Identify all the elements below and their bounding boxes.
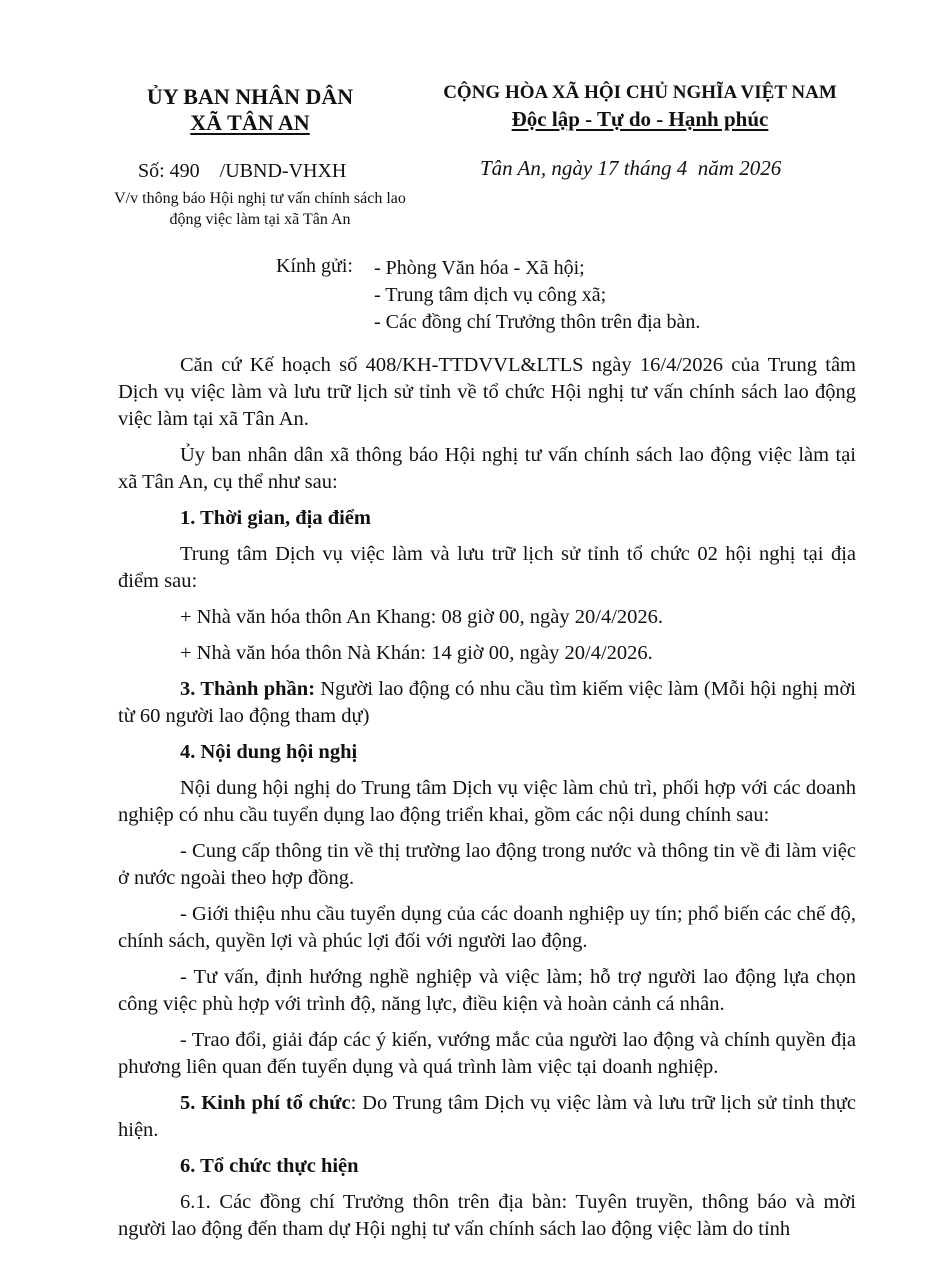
content-item: - Trao đổi, giải đáp các ý kiến, vướng mắc của người lao động và chính quyền địa phương liên quan đến tuyển dụng và quá trình làm việc tại doanh nghiệp. bbox=[118, 1029, 856, 1078]
heading-funding: 5. Kinh phí tổ chức bbox=[180, 1092, 351, 1114]
paragraph-announcement: Ủy ban nhân dân xã thông báo Hội nghị tư vấn chính sách lao động việc làm tại xã Tân An, cụ thể như sau: bbox=[118, 444, 856, 493]
paragraph-funding bbox=[118, 1090, 856, 1144]
participants-text: Người lao động có nhu cầu tìm kiếm việc làm (Mỗi hội nghị mời từ 60 người lao động tham dự) bbox=[118, 678, 856, 727]
subject-line-1: V/v thông báo Hội nghị tư vấn chính sách lao bbox=[114, 190, 406, 207]
content-item: - Cung cấp thông tin về thị trường lao động trong nước và thông tin về đi làm việc ở nước ngoài theo hợp đồng. bbox=[118, 840, 856, 889]
venue-item: + Nhà văn hóa thôn An Khang: 08 giờ 00, ngày 20/4/2026. bbox=[180, 606, 664, 628]
content-item: - Tư vấn, định hướng nghề nghiệp và việc làm; hỗ trợ người lao động lựa chọn công việc phù hợp với trình độ, năng lực, điều kiện và hoàn cảnh cá nhân. bbox=[118, 966, 856, 1015]
heading-time-place: 1. Thời gian, địa điểm bbox=[180, 507, 371, 529]
authority-line-1: ỦY BAN NHÂN DÂN bbox=[146, 84, 354, 109]
recipients-list bbox=[374, 255, 700, 336]
paragraph-legal-basis: Căn cứ Kế hoạch số 408/KH-TTDVVL&LTLS ngày 16/4/2026 của Trung tâm Dịch vụ việc làm và lưu trữ lịch sử tỉnh về tổ chức Hội nghị tư vấn chính sách lao động việc làm tại xã Tân An. bbox=[118, 354, 856, 430]
heading-implementation: 6. Tổ chức thực hiện bbox=[180, 1155, 359, 1177]
document-subject bbox=[80, 188, 440, 230]
authority-line-2: XÃ TÂN AN bbox=[190, 110, 310, 135]
recipients-label: Kính gửi: bbox=[276, 255, 353, 277]
issuing-authority bbox=[100, 84, 400, 136]
paragraph-participants bbox=[118, 676, 856, 730]
document-number: Số: 490 /UBND-VHXH bbox=[138, 160, 347, 182]
nation-title: CỘNG HÒA XÃ HỘI CHỦ NGHĨA VIỆT NAM bbox=[443, 82, 837, 103]
recipient-item: - Phòng Văn hóa - Xã hội; bbox=[374, 257, 585, 279]
document-body bbox=[118, 352, 856, 1252]
funding-text: : Do Trung tâm Dịch vụ việc làm và lưu trữ lịch sử tỉnh thực hiện. bbox=[118, 1092, 856, 1141]
nation-motto: Độc lập - Tự do - Hạnh phúc bbox=[511, 107, 769, 131]
paragraph-implementation-1: 6.1. Các đồng chí Trưởng thôn trên địa bàn: Tuyên truyền, thông báo và mời người lao động đến tham dự Hội nghị tư vấn chính sách lao động việc làm do tỉnh bbox=[118, 1191, 856, 1240]
subject-line-2: động việc làm tại xã Tân An bbox=[169, 211, 351, 228]
heading-content: 4. Nội dung hội nghị bbox=[180, 741, 358, 763]
recipient-item: - Trung tâm dịch vụ công xã; bbox=[374, 284, 607, 306]
heading-participants: 3. Thành phần: bbox=[180, 678, 316, 700]
venue-item: + Nhà văn hóa thôn Nà Khán: 14 giờ 00, ngày 20/4/2026. bbox=[180, 642, 653, 664]
paragraph-venues-intro: Trung tâm Dịch vụ việc làm và lưu trữ lịch sử tỉnh tổ chức 02 hội nghị tại địa điểm sau: bbox=[118, 543, 856, 592]
recipient-item: - Các đồng chí Trưởng thôn trên địa bàn. bbox=[374, 311, 701, 333]
issue-date: Tân An, ngày 17 tháng 4 năm 2026 bbox=[480, 156, 782, 180]
national-motto bbox=[410, 80, 870, 132]
paragraph-content-intro: Nội dung hội nghị do Trung tâm Dịch vụ việc làm chủ trì, phối hợp với các doanh nghiệp có nhu cầu tuyển dụng lao động triển khai, gồm các nội dung chính sau: bbox=[118, 777, 856, 826]
content-item: - Giới thiệu nhu cầu tuyển dụng của các doanh nghiệp uy tín; phổ biến các chế độ, chính sách, quyền lợi và phúc lợi đối với người lao động. bbox=[118, 903, 856, 952]
